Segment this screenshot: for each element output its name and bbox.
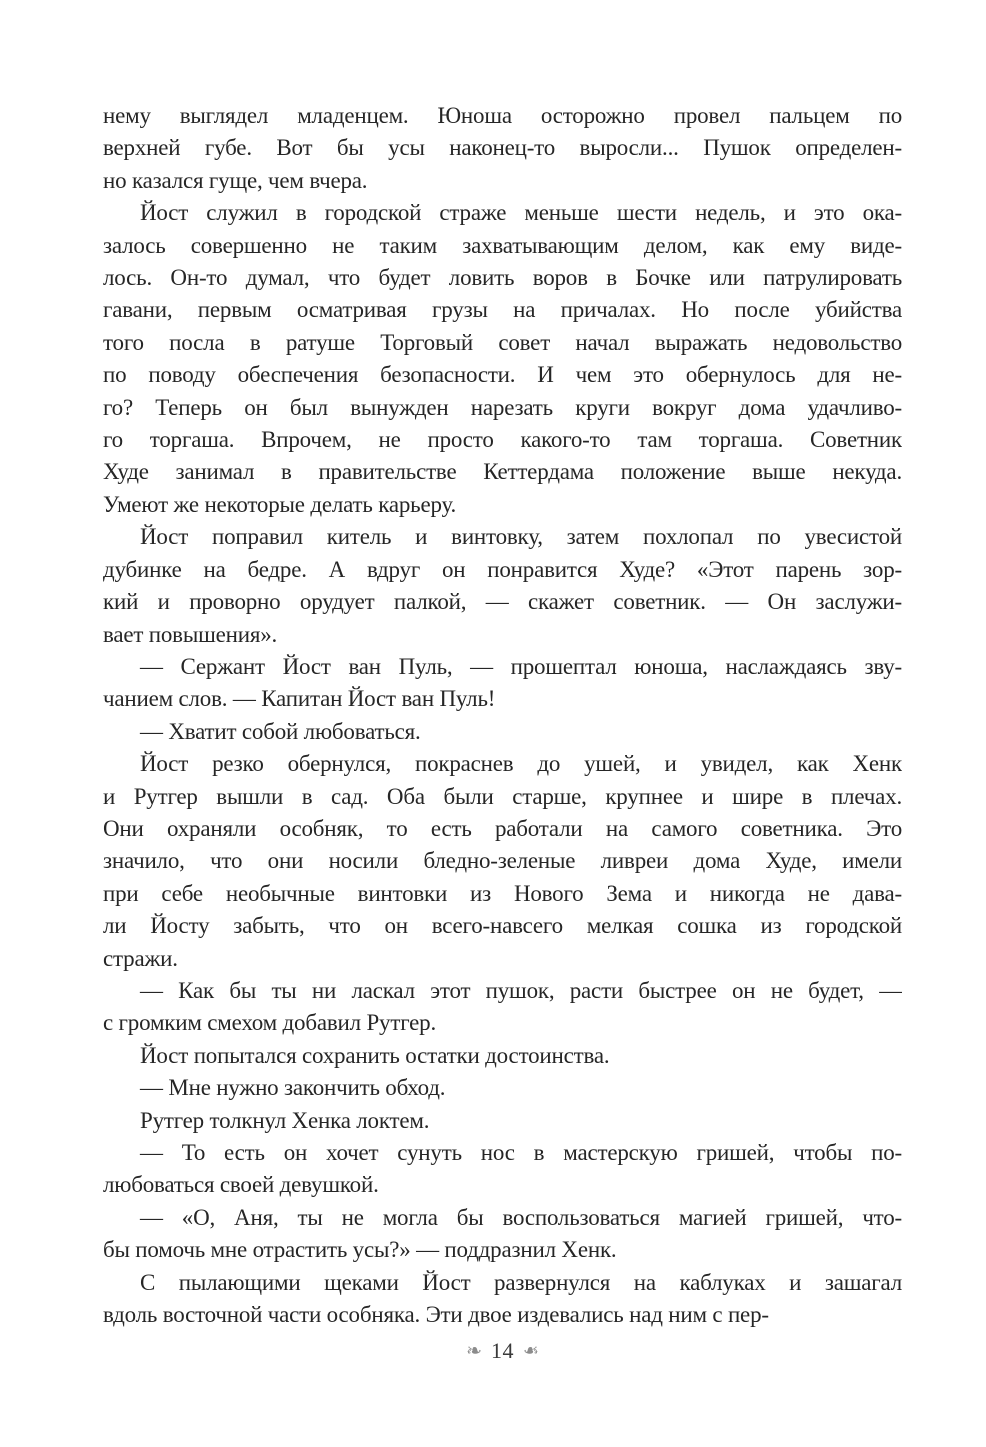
page-footer xyxy=(103,1338,902,1364)
page-number: 14 xyxy=(491,1338,514,1364)
text-line: верхней губе. Вот бы усы наконец-то выросли... Пушок определен- xyxy=(103,135,902,161)
text-line: бы помочь мне отрастить усы?» — поддразнил Хенк. xyxy=(103,1237,617,1263)
paragraph xyxy=(103,975,902,1040)
text-line: любоваться своей девушкой. xyxy=(103,1172,379,1198)
text-line: но казался гуще, чем вчера. xyxy=(103,167,368,193)
paragraph xyxy=(103,100,902,197)
text-line: стражи. xyxy=(103,945,178,971)
text-line: го торгаша. Впрочем, не просто какого-то там торгаша. Советник xyxy=(103,427,902,453)
text-line: и Рутгер вышли в сад. Оба были старше, крупнее и шире в плечах. xyxy=(103,783,902,809)
text-line: при себе необычные винтовки из Нового Зема и никогда не дава- xyxy=(103,880,902,906)
text-line: Йост резко обернулся, покраснев до ушей, и увидел, как Хенк xyxy=(140,751,902,777)
paragraph xyxy=(103,748,902,975)
fleuron-right-icon: ❧ xyxy=(523,1339,539,1362)
paragraph xyxy=(103,651,902,716)
text-line: Йост попытался сохранить остатки достоинства. xyxy=(140,1042,610,1068)
text-line: ли Йосту забыть, что он всего-навсего мелкая сошка из городской xyxy=(103,913,902,939)
paragraph xyxy=(103,197,902,521)
text-line: Умеют же некоторые делать карьеру. xyxy=(103,491,457,517)
text-line: го? Теперь он был вынужден нарезать круги вокруг дома удачливо- xyxy=(103,394,902,420)
text-line: Худе занимал в правительстве Кеттердама положение выше некуда. xyxy=(103,459,902,485)
paragraph xyxy=(103,1267,902,1332)
text-line: с громким смехом добавил Рутгер. xyxy=(103,1010,436,1036)
paragraph xyxy=(103,1137,902,1202)
text-line: — То есть он хочет сунуть нос в мастерскую гришей, чтобы по- xyxy=(140,1140,902,1165)
text-line: вдоль восточной части особняка. Эти двое издевались над ним с пер- xyxy=(103,1302,769,1328)
paragraph xyxy=(103,1202,902,1267)
text-line: Йост служил в городской страже меньше шести недель, и это ока- xyxy=(140,200,902,226)
text-line: того посла в ратуше Торговый совет начал выражать недовольство xyxy=(103,329,902,355)
text-line: чанием слов. — Капитан Йост ван Пуль! xyxy=(103,686,496,712)
text-line: залось совершенно не таким захватывающим делом, как ему виде- xyxy=(103,232,902,258)
text-line: по поводу обеспечения безопасности. И чем это обернулось для не- xyxy=(103,362,902,388)
paragraph xyxy=(103,1105,902,1137)
paragraph xyxy=(103,1072,902,1104)
text-line: гавани, первым осматривая грузы на причалах. Но после убийства xyxy=(103,297,902,323)
text-line: вает повышения». xyxy=(103,621,278,647)
text-block xyxy=(103,100,902,1331)
text-line: С пылающими щеками Йост развернулся на каблуках и зашагал xyxy=(140,1269,902,1295)
paragraph xyxy=(103,1040,902,1072)
paragraph xyxy=(103,716,902,748)
text-line: нему выглядел младенцем. Юноша осторожно провел пальцем по xyxy=(103,103,902,128)
text-line: Рутгер толкнул Хенка локтем. xyxy=(140,1107,430,1133)
text-line: кий и проворно орудует палкой, — скажет советник. — Он заслужи- xyxy=(103,589,902,615)
text-line: — Как бы ты ни ласкал этот пушок, расти быстрее он не будет, — xyxy=(140,977,902,1003)
text-line: значило, что они носили бледно-зеленые ливреи дома Худе, имели xyxy=(103,848,902,874)
text-line: дубинке на бедре. А вдруг он понравится Худе? «Этот парень зор- xyxy=(103,556,902,582)
text-line: лось. Он-то думал, что будет ловить воров в Бочке или патрулировать xyxy=(103,265,902,291)
text-line: Они охраняли особняк, то есть работали на самого советника. Это xyxy=(103,815,902,841)
text-line: — Мне нужно закончить обход. xyxy=(140,1075,446,1101)
text-line: — Сержант Йост ван Пуль, — прошептал юноша, наслаждаясь зву- xyxy=(140,653,902,679)
fleuron-left-icon: ❧ xyxy=(466,1339,482,1362)
paragraph xyxy=(103,521,902,651)
text-line: Йост поправил китель и винтовку, затем похлопал по увесистой xyxy=(140,524,902,550)
text-line: — «О, Аня, ты не могла бы воспользоваться магией гришей, что- xyxy=(140,1204,902,1230)
text-line: — Хватит собой любоваться. xyxy=(140,718,421,744)
